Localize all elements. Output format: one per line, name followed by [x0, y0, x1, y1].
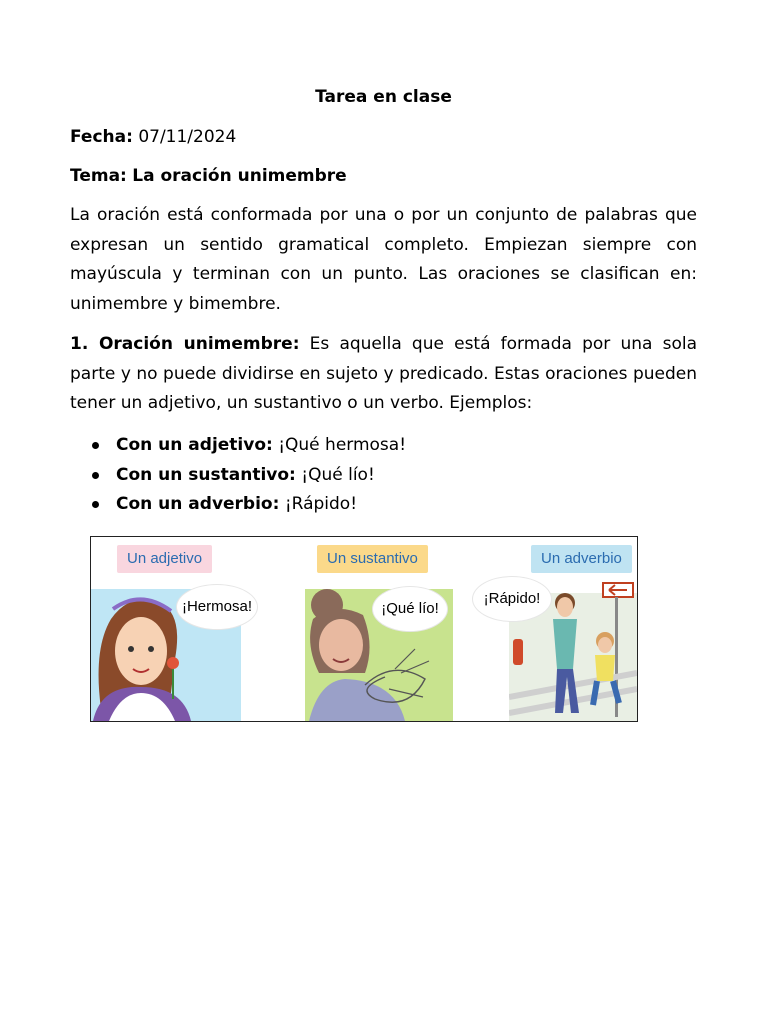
bullet-icon: [92, 501, 99, 508]
noun-panel: [303, 537, 463, 721]
example-label: Con un sustantivo:: [116, 464, 296, 485]
section-1-label: 1. Oración unimembre:: [70, 334, 300, 354]
speech-bubble: ¡Rápido!: [473, 577, 551, 621]
date-label: Fecha:: [70, 127, 133, 147]
example-text: ¡Qué lío!: [295, 464, 375, 485]
topic-line: [70, 165, 347, 187]
adverb-panel: [483, 537, 637, 721]
example-text: ¡Rápido!: [279, 494, 358, 514]
adverb-tag: Un adverbio: [531, 545, 632, 573]
bullet-icon: [92, 472, 99, 479]
woman-with-flower-illustration: [91, 589, 201, 721]
topic-value: La oración unimembre: [132, 166, 347, 186]
topic-label: Tema:: [70, 166, 127, 186]
list-item: [70, 431, 697, 461]
date-value: 07/11/2024: [138, 127, 237, 147]
section-1-text: Es aquella que está formada por una sola parte y no puede dividirse en sujeto y predicado. Estas oraciones pueden tener un adjetivo, un sustantivo o un verbo. Ejemplos:: [70, 334, 697, 414]
speech-bubble: ¡Hermosa!: [177, 585, 257, 629]
example-text: ¡Qué hermosa!: [272, 435, 407, 455]
speech-bubble: ¡Qué lío!: [373, 587, 447, 631]
intro-paragraph: La oración está conformada por una o por un conjunto de palabras que expresan un sentido gramatical completo. Empiezan siempre con mayúscula y terminan con un punto. Las oraciones se clasifican en: unimembre y bimembre.: [70, 205, 697, 314]
example-label: Con un adverbio:: [116, 494, 280, 514]
bullet-icon: [92, 442, 99, 449]
date-line: [70, 126, 236, 148]
adjective-panel: [91, 537, 281, 721]
noun-tag: Un sustantivo: [317, 545, 428, 573]
adjective-tag: Un adjetivo: [117, 545, 212, 573]
examples-illustration: [90, 536, 638, 722]
list-item: [70, 490, 697, 520]
mother-and-child-illustration: [509, 577, 637, 721]
example-label: Con un adjetivo:: [116, 435, 273, 455]
examples-list: [70, 431, 697, 520]
woman-with-tangle-illustration: [305, 589, 453, 721]
list-item: [70, 461, 697, 491]
section-1-paragraph: [70, 330, 697, 419]
document-title: Tarea en clase: [315, 87, 452, 107]
